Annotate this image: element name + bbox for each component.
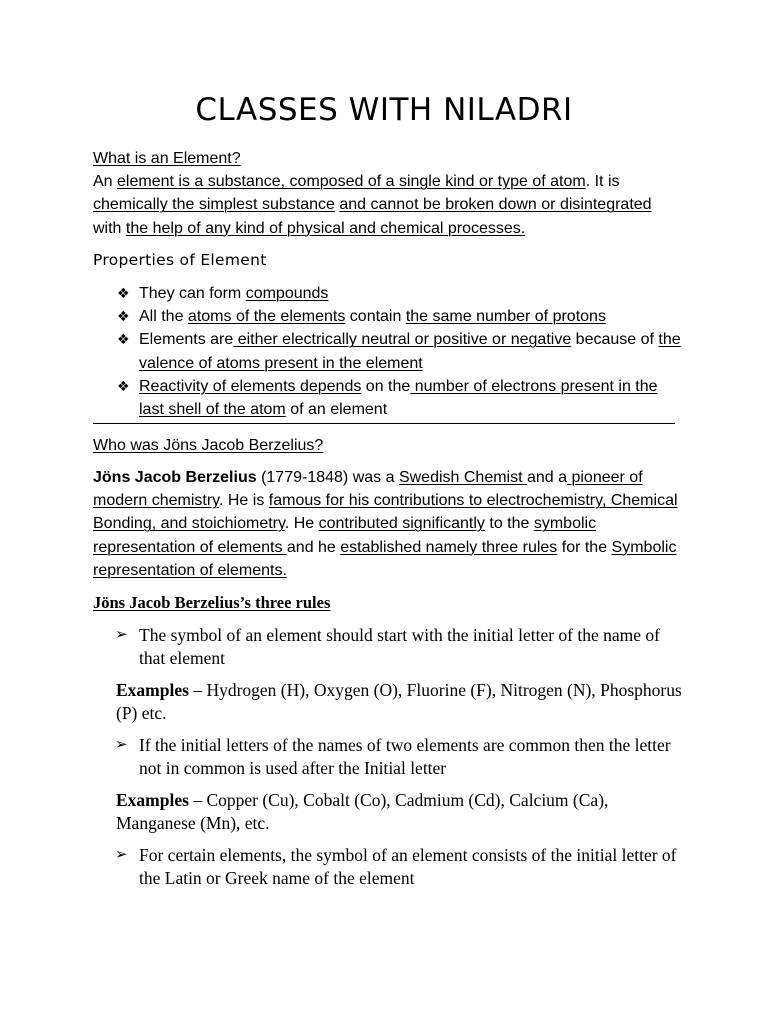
section-divider xyxy=(93,423,675,424)
list-item: ➢ The symbol of an element should start with the initial letter of the name of that element xyxy=(115,625,660,668)
diamond-bullet-icon: ❖ xyxy=(117,308,130,325)
arrow-bullet-icon: ➢ xyxy=(115,847,128,863)
properties-heading: Properties of Element xyxy=(93,251,267,269)
diamond-bullet-icon: ❖ xyxy=(117,331,130,348)
page-title: CLASSES WITH NILADRI xyxy=(195,92,573,128)
list-item: ➢ For certain elements, the symbol of an element consists of the initial letter of the Latin or Greek name of the element xyxy=(115,845,677,888)
properties-list xyxy=(93,282,683,421)
berzelius-heading: Who was Jöns Jacob Berzelius? xyxy=(93,437,324,454)
element-heading: What is an Element? xyxy=(93,150,241,167)
list-item: ❖ They can form compounds xyxy=(93,282,683,305)
element-section xyxy=(93,147,683,240)
examples-paragraph: Examples – Hydrogen (H), Oxygen (O), Fluorine (F), Nitrogen (N), Phosphorus (P) etc. xyxy=(116,680,682,723)
arrow-bullet-icon: ➢ xyxy=(115,627,128,643)
list-item: ❖ Reactivity of elements depends on the number of electrons present in the last shell of the atom of an element xyxy=(93,375,683,421)
rules-heading: Jöns Jacob Berzelius’s three rules xyxy=(93,593,331,612)
diamond-bullet-icon: ❖ xyxy=(117,377,130,394)
diamond-bullet-icon: ❖ xyxy=(117,285,130,301)
list-item: ❖ All the atoms of the elements contain the same number of protons xyxy=(93,305,683,328)
rules-list xyxy=(93,624,683,890)
list-item: ❖ Elements are either electrically neutral or positive or negative because of the valence of atoms present in the element xyxy=(93,328,683,374)
examples-paragraph: Examples – Copper (Cu), Cobalt (Co), Cadmium (Cd), Calcium (Ca), Manganese (Mn), etc. xyxy=(116,790,609,833)
list-item: ➢ If the initial letters of the names of two elements are common then the letter not in common is used after the Initial letter xyxy=(115,735,671,778)
berzelius-paragraph: Jöns Jacob Berzelius (1779-1848) was a Swedish Chemist and a pioneer of modern chemistry. He is famous for his contributions to electrochemistry, Chemical Bonding, and stoichiometry. He contributed significantly to the symbolic representation of elements and he established namely three rules for the Symbolic representation of elements. xyxy=(93,469,678,579)
berzelius-name: Jöns Jacob Berzelius xyxy=(93,469,257,486)
element-paragraph: An element is a substance, composed of a single kind or type of atom. It is chemically the simplest substance and cannot be broken down or disintegrated with the help of any kind of physical and chemical processes. xyxy=(93,173,652,237)
arrow-bullet-icon: ➢ xyxy=(115,737,128,753)
